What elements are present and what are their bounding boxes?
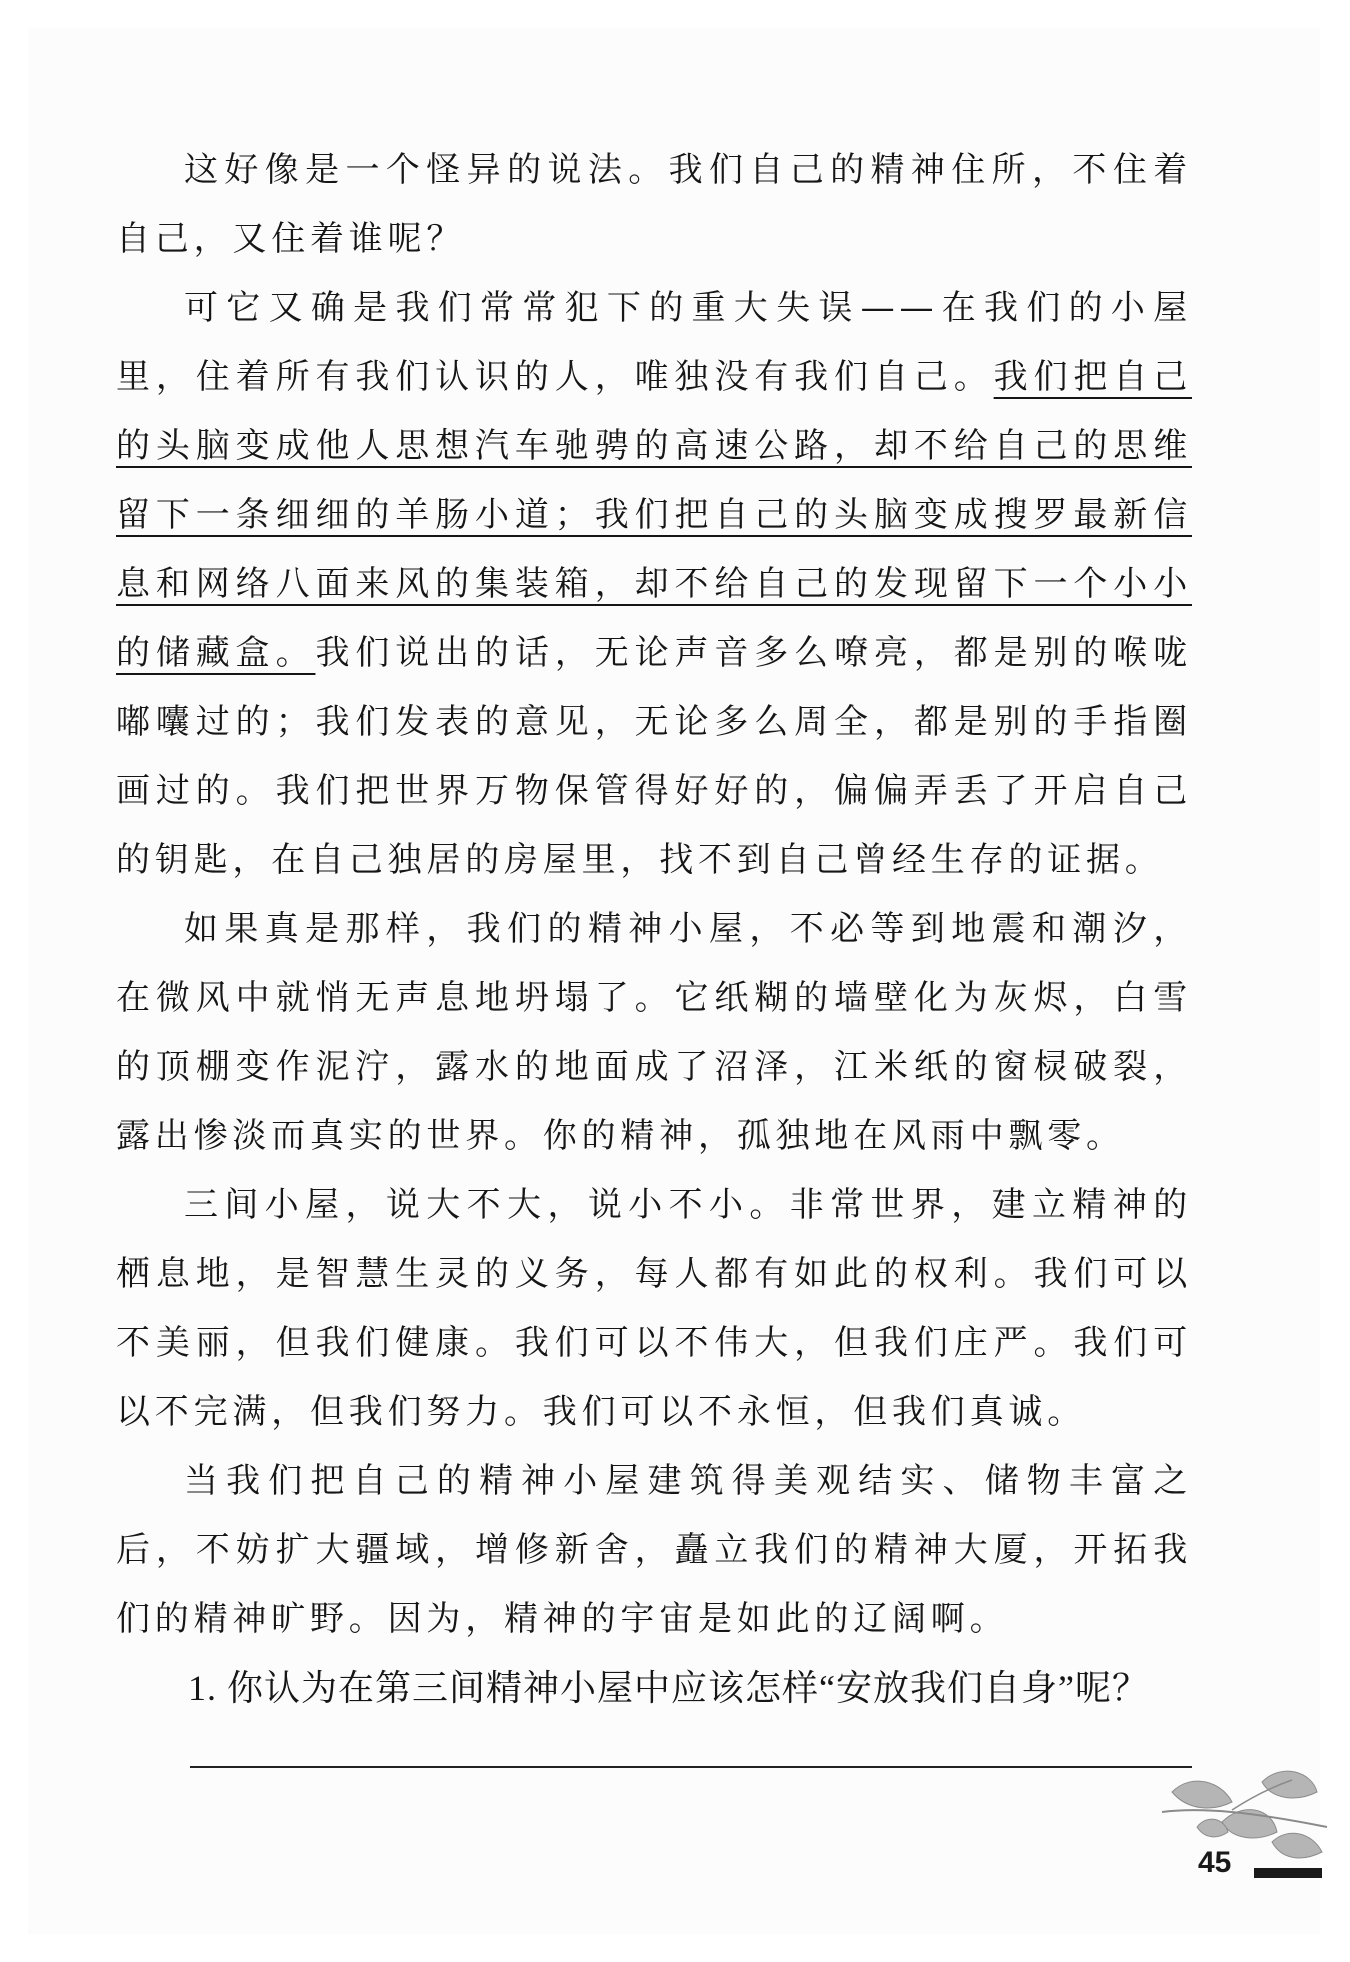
passage-text: [116, 136, 1192, 1723]
leaf-branch-icon: [1162, 1752, 1332, 1882]
paragraph-5: 当我们把自己的精神小屋建筑得美观结实、储物丰富之后，不妨扩大疆域，增修新舍，矗立我们的精神大厦，开拓我们的精神旷野。因为，精神的宇宙是如此的辽阔啊。: [116, 1461, 1192, 1639]
paragraph-2: [116, 274, 1192, 895]
paragraph-2-tail: 我们说出的话，无论声音多么嘹亮，都是别的喉咙嘟囔过的；我们发表的意见，无论多么周全，都是别的手指圈画过的。我们把世界万物保管得好好的，偏偏弄丢了开启自己的钥匙，在自己独居的房屋里，找不到自己曾经生存的证据。: [116, 633, 1192, 880]
paragraph-2-lead: 可它又确是我们常常犯下的重大失误——在我们的小屋里，住着所有我们认识的人，唯独没有我们自己。: [116, 288, 1192, 397]
underlined-sentence: 我们把自己的头脑变成他人思想汽车驰骋的高速公路，却不给自己的思维留下一条细细的羊肠小道；我们把自己的头脑变成搜罗最新信息和网络八面来风的集装箱，却不给自己的发现留下一个小小的储藏盒。: [116, 357, 1192, 673]
answer-line[interactable]: [190, 1766, 1192, 1768]
paragraph-1: 这好像是一个怪异的说法。我们自己的精神住所，不住着自己，又住着谁呢？: [116, 150, 1192, 259]
paragraph-4: 三间小屋，说大不大，说小不小。非常世界，建立精神的栖息地，是智慧生灵的义务，每人都有如此的权利。我们可以不美丽，但我们健康。我们可以不伟大，但我们庄严。我们可以不完满，但我们努力。我们可以不永恒，但我们真诚。: [116, 1185, 1192, 1432]
page-number-bar: [1254, 1868, 1322, 1878]
page-number: 45: [1198, 1846, 1232, 1879]
question-1: 1. 你认为在第三间精神小屋中应该怎样“安放我们自身”呢？: [188, 1668, 1149, 1708]
paragraph-3: 如果真是那样，我们的精神小屋，不必等到地震和潮汐，在微风中就悄无声息地坍塌了。它纸糊的墙壁化为灰烬，白雪的顶棚变作泥泞，露水的地面成了沼泽，江米纸的窗棂破裂，露出惨淡而真实的世界。你的精神，孤独地在风雨中飘零。: [116, 909, 1192, 1156]
